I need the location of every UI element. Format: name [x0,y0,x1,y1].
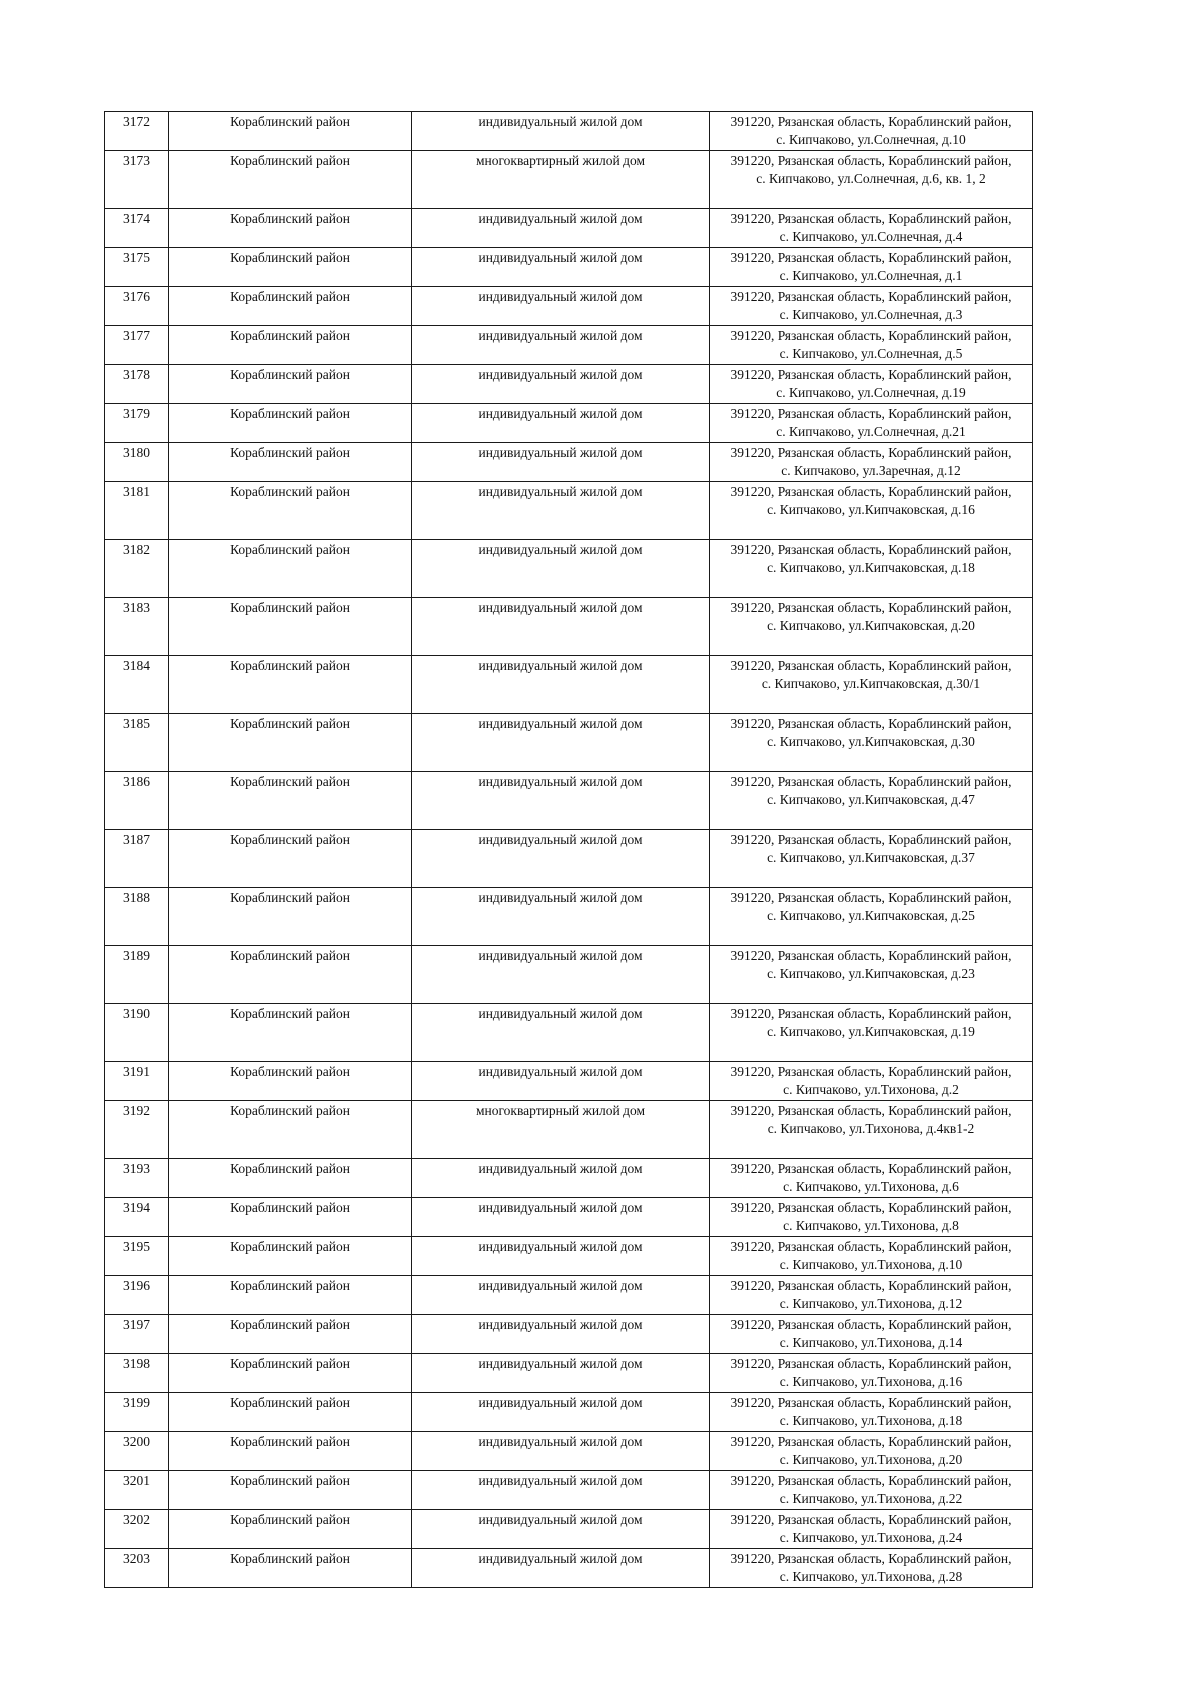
address-cell [710,1004,1033,1062]
address-line-region: 391220, Рязанская область, Кораблинский район, [730,774,1012,789]
address-line-region: 391220, Рязанская область, Кораблинский район, [730,832,1012,847]
district-cell: Кораблинский район [169,1062,412,1101]
building-type-cell: индивидуальный жилой дом [412,1315,710,1354]
address-cell [710,772,1033,830]
address-line-street: с. Кипчаково, ул.Солнечная, д.1 [779,268,963,283]
address-line-street: с. Кипчаково, ул.Тихонова, д.18 [779,1413,963,1428]
address-line-street: с. Кипчаково, ул.Кипчаковская, д.30 [767,734,975,749]
table-row [105,287,1033,326]
address-cell [710,598,1033,656]
address-line-street: с. Кипчаково, ул.Кипчаковская, д.25 [767,908,975,923]
address-cell [710,443,1033,482]
row-number-cell: 3175 [105,248,169,287]
address-cell [710,540,1033,598]
address-line-region: 391220, Рязанская область, Кораблинский район, [730,1064,1012,1079]
address-line-region: 391220, Рязанская область, Кораблинский район, [730,289,1012,304]
table-row [105,443,1033,482]
address-cell [710,112,1033,151]
row-number-cell: 3179 [105,404,169,443]
row-number-cell: 3176 [105,287,169,326]
address-line-region: 391220, Рязанская область, Кораблинский район, [730,484,1012,499]
row-number-cell: 3201 [105,1471,169,1510]
address-cell [710,1549,1033,1588]
table-row [105,1549,1033,1588]
row-number-cell: 3178 [105,365,169,404]
address-cell [710,151,1033,209]
building-type-cell: индивидуальный жилой дом [412,1354,710,1393]
table-row [105,1393,1033,1432]
address-line-street: с. Кипчаково, ул.Тихонова, д.2 [783,1082,959,1097]
address-line-region: 391220, Рязанская область, Кораблинский район, [730,1161,1012,1176]
address-line-street: с. Кипчаково, ул.Солнечная, д.6, кв. 1, 2 [756,171,986,186]
building-type-cell: многоквартирный жилой дом [412,151,710,209]
row-number-cell: 3203 [105,1549,169,1588]
row-number-cell: 3192 [105,1101,169,1159]
address-line-street: с. Кипчаково, ул.Тихонова, д.10 [779,1257,963,1272]
row-number-cell: 3197 [105,1315,169,1354]
building-type-cell: индивидуальный жилой дом [412,598,710,656]
district-cell: Кораблинский район [169,1432,412,1471]
address-cell [710,404,1033,443]
row-number-cell: 3180 [105,443,169,482]
address-line-region: 391220, Рязанская область, Кораблинский район, [730,328,1012,343]
table-row [105,1159,1033,1198]
row-number-cell: 3202 [105,1510,169,1549]
address-line-street: с. Кипчаково, ул.Тихонова, д.8 [783,1218,959,1233]
row-number-cell: 3187 [105,830,169,888]
building-type-cell: индивидуальный жилой дом [412,1004,710,1062]
address-line-street: с. Кипчаково, ул.Солнечная, д.10 [776,132,966,147]
address-line-region: 391220, Рязанская область, Кораблинский район, [730,1356,1012,1371]
row-number-cell: 3174 [105,209,169,248]
address-line-region: 391220, Рязанская область, Кораблинский район, [730,1473,1012,1488]
district-cell: Кораблинский район [169,112,412,151]
address-cell [710,1432,1033,1471]
address-line-street: с. Кипчаково, ул.Солнечная, д.21 [776,424,966,439]
table-row [105,112,1033,151]
district-cell: Кораблинский район [169,598,412,656]
address-line-region: 391220, Рязанская область, Кораблинский район, [730,1278,1012,1293]
table-row [105,1315,1033,1354]
table-row [105,598,1033,656]
district-cell: Кораблинский район [169,656,412,714]
address-cell [710,287,1033,326]
building-type-cell: индивидуальный жилой дом [412,946,710,1004]
address-line-region: 391220, Рязанская область, Кораблинский район, [730,1551,1012,1566]
address-line-region: 391220, Рязанская область, Кораблинский район, [730,890,1012,905]
address-line-street: с. Кипчаково, ул.Кипчаковская, д.20 [767,618,975,633]
row-number-cell: 3186 [105,772,169,830]
table-row [105,1004,1033,1062]
building-type-cell: индивидуальный жилой дом [412,1510,710,1549]
address-line-region: 391220, Рязанская область, Кораблинский район, [730,542,1012,557]
address-cell [710,1354,1033,1393]
table-row [105,365,1033,404]
address-line-region: 391220, Рязанская область, Кораблинский район, [730,1512,1012,1527]
table-row [105,946,1033,1004]
row-number-cell: 3198 [105,1354,169,1393]
address-line-street: с. Кипчаково, ул.Тихонова, д.4кв1-2 [767,1121,975,1136]
address-line-street: с. Кипчаково, ул.Кипчаковская, д.47 [767,792,975,807]
table-row [105,656,1033,714]
district-cell: Кораблинский район [169,287,412,326]
table-row [105,404,1033,443]
row-number-cell: 3173 [105,151,169,209]
address-line-street: с. Кипчаково, ул.Тихонова, д.14 [779,1335,963,1350]
row-number-cell: 3182 [105,540,169,598]
building-type-cell: индивидуальный жилой дом [412,1159,710,1198]
address-line-street: с. Кипчаково, ул.Тихонова, д.12 [779,1296,963,1311]
table-row [105,209,1033,248]
table-row [105,326,1033,365]
address-line-street: с. Кипчаково, ул.Тихонова, д.6 [783,1179,959,1194]
district-cell: Кораблинский район [169,1004,412,1062]
district-cell: Кораблинский район [169,1393,412,1432]
address-cell [710,714,1033,772]
building-type-cell: индивидуальный жилой дом [412,540,710,598]
row-number-cell: 3196 [105,1276,169,1315]
district-cell: Кораблинский район [169,151,412,209]
address-line-region: 391220, Рязанская область, Кораблинский район, [730,153,1012,168]
table-row [105,540,1033,598]
address-cell [710,365,1033,404]
building-type-cell: индивидуальный жилой дом [412,1432,710,1471]
row-number-cell: 3172 [105,112,169,151]
address-line-region: 391220, Рязанская область, Кораблинский район, [730,1200,1012,1215]
building-type-cell: индивидуальный жилой дом [412,888,710,946]
row-number-cell: 3189 [105,946,169,1004]
table-row [105,888,1033,946]
address-cell [710,248,1033,287]
row-number-cell: 3194 [105,1198,169,1237]
address-cell [710,1101,1033,1159]
table-row [105,772,1033,830]
district-cell: Кораблинский район [169,1471,412,1510]
address-cell [710,1237,1033,1276]
table-row [105,1471,1033,1510]
table-row [105,1354,1033,1393]
address-line-street: с. Кипчаково, ул.Кипчаковская, д.16 [767,502,975,517]
table-row [105,1276,1033,1315]
table-row [105,1101,1033,1159]
row-number-cell: 3181 [105,482,169,540]
address-cell [710,888,1033,946]
building-type-cell: индивидуальный жилой дом [412,1062,710,1101]
building-type-cell: индивидуальный жилой дом [412,248,710,287]
building-type-cell: индивидуальный жилой дом [412,772,710,830]
district-cell: Кораблинский район [169,404,412,443]
table-row [105,482,1033,540]
address-line-street: с. Кипчаково, ул.Кипчаковская, д.37 [767,850,975,865]
records-table-body [105,112,1033,1588]
address-line-street: с. Кипчаково, ул.Тихонова, д.24 [779,1530,963,1545]
address-line-region: 391220, Рязанская область, Кораблинский район, [730,1395,1012,1410]
district-cell: Кораблинский район [169,482,412,540]
address-line-region: 391220, Рязанская область, Кораблинский район, [730,1434,1012,1449]
row-number-cell: 3177 [105,326,169,365]
building-type-cell: индивидуальный жилой дом [412,1198,710,1237]
address-line-region: 391220, Рязанская область, Кораблинский район, [730,406,1012,421]
row-number-cell: 3200 [105,1432,169,1471]
district-cell: Кораблинский район [169,209,412,248]
address-line-street: с. Кипчаково, ул.Солнечная, д.4 [779,229,963,244]
records-table [104,111,1033,1588]
address-cell [710,482,1033,540]
district-cell: Кораблинский район [169,1159,412,1198]
row-number-cell: 3190 [105,1004,169,1062]
address-line-street: с. Кипчаково, ул.Кипчаковская, д.30/1 [761,676,981,691]
table-row [105,1237,1033,1276]
district-cell: Кораблинский район [169,830,412,888]
district-cell: Кораблинский район [169,714,412,772]
building-type-cell: индивидуальный жилой дом [412,830,710,888]
table-row [105,1510,1033,1549]
table-row [105,1432,1033,1471]
building-type-cell: индивидуальный жилой дом [412,404,710,443]
address-cell [710,209,1033,248]
building-type-cell: многоквартирный жилой дом [412,1101,710,1159]
address-line-region: 391220, Рязанская область, Кораблинский район, [730,658,1012,673]
address-line-street: с. Кипчаково, ул.Кипчаковская, д.18 [767,560,975,575]
district-cell: Кораблинский район [169,1101,412,1159]
address-cell [710,1159,1033,1198]
address-line-street: с. Кипчаково, ул.Солнечная, д.19 [776,385,966,400]
address-line-region: 391220, Рязанская область, Кораблинский район, [730,445,1012,460]
building-type-cell: индивидуальный жилой дом [412,1471,710,1510]
address-cell [710,1276,1033,1315]
district-cell: Кораблинский район [169,365,412,404]
address-line-region: 391220, Рязанская область, Кораблинский район, [730,367,1012,382]
address-line-street: с. Кипчаково, ул.Солнечная, д.5 [779,346,963,361]
address-line-street: с. Кипчаково, ул.Кипчаковская, д.23 [767,966,975,981]
address-line-region: 391220, Рязанская область, Кораблинский район, [730,1006,1012,1021]
district-cell: Кораблинский район [169,1315,412,1354]
address-line-region: 391220, Рязанская область, Кораблинский район, [730,1103,1012,1118]
district-cell: Кораблинский район [169,326,412,365]
row-number-cell: 3183 [105,598,169,656]
address-line-region: 391220, Рязанская область, Кораблинский район, [730,114,1012,129]
district-cell: Кораблинский район [169,772,412,830]
table-row [105,1198,1033,1237]
address-line-street: с. Кипчаково, ул.Тихонова, д.22 [779,1491,963,1506]
address-line-street: с. Кипчаково, ул.Тихонова, д.28 [779,1569,963,1584]
address-line-region: 391220, Рязанская область, Кораблинский район, [730,716,1012,731]
address-line-street: с. Кипчаково, ул.Заречная, д.12 [781,463,961,478]
address-line-region: 391220, Рязанская область, Кораблинский район, [730,600,1012,615]
address-line-street: с. Кипчаково, ул.Кипчаковская, д.19 [767,1024,975,1039]
district-cell: Кораблинский район [169,540,412,598]
table-row [105,830,1033,888]
district-cell: Кораблинский район [169,1510,412,1549]
address-cell [710,1062,1033,1101]
building-type-cell: индивидуальный жилой дом [412,1276,710,1315]
address-line-region: 391220, Рязанская область, Кораблинский район, [730,948,1012,963]
building-type-cell: индивидуальный жилой дом [412,365,710,404]
building-type-cell: индивидуальный жилой дом [412,656,710,714]
address-cell [710,946,1033,1004]
table-row [105,1062,1033,1101]
address-cell [710,830,1033,888]
building-type-cell: индивидуальный жилой дом [412,112,710,151]
row-number-cell: 3188 [105,888,169,946]
row-number-cell: 3185 [105,714,169,772]
row-number-cell: 3191 [105,1062,169,1101]
district-cell: Кораблинский район [169,888,412,946]
district-cell: Кораблинский район [169,1276,412,1315]
district-cell: Кораблинский район [169,1237,412,1276]
table-row [105,714,1033,772]
building-type-cell: индивидуальный жилой дом [412,326,710,365]
district-cell: Кораблинский район [169,443,412,482]
address-cell [710,1510,1033,1549]
row-number-cell: 3184 [105,656,169,714]
row-number-cell: 3199 [105,1393,169,1432]
address-line-region: 391220, Рязанская область, Кораблинский район, [730,1317,1012,1332]
row-number-cell: 3193 [105,1159,169,1198]
table-row [105,151,1033,209]
address-line-region: 391220, Рязанская область, Кораблинский район, [730,1239,1012,1254]
address-cell [710,1198,1033,1237]
address-line-street: с. Кипчаково, ул.Тихонова, д.16 [779,1374,963,1389]
address-cell [710,656,1033,714]
district-cell: Кораблинский район [169,1198,412,1237]
address-line-street: с. Кипчаково, ул.Солнечная, д.3 [779,307,963,322]
building-type-cell: индивидуальный жилой дом [412,482,710,540]
district-cell: Кораблинский район [169,1354,412,1393]
address-line-region: 391220, Рязанская область, Кораблинский район, [730,211,1012,226]
address-cell [710,326,1033,365]
address-line-street: с. Кипчаково, ул.Тихонова, д.20 [779,1452,963,1467]
building-type-cell: индивидуальный жилой дом [412,443,710,482]
district-cell: Кораблинский район [169,248,412,287]
building-type-cell: индивидуальный жилой дом [412,1237,710,1276]
district-cell: Кораблинский район [169,1549,412,1588]
table-row [105,248,1033,287]
building-type-cell: индивидуальный жилой дом [412,1393,710,1432]
building-type-cell: индивидуальный жилой дом [412,714,710,772]
building-type-cell: индивидуальный жилой дом [412,209,710,248]
district-cell: Кораблинский район [169,946,412,1004]
address-cell [710,1315,1033,1354]
building-type-cell: индивидуальный жилой дом [412,287,710,326]
row-number-cell: 3195 [105,1237,169,1276]
address-cell [710,1471,1033,1510]
building-type-cell: индивидуальный жилой дом [412,1549,710,1588]
address-line-region: 391220, Рязанская область, Кораблинский район, [730,250,1012,265]
address-cell [710,1393,1033,1432]
